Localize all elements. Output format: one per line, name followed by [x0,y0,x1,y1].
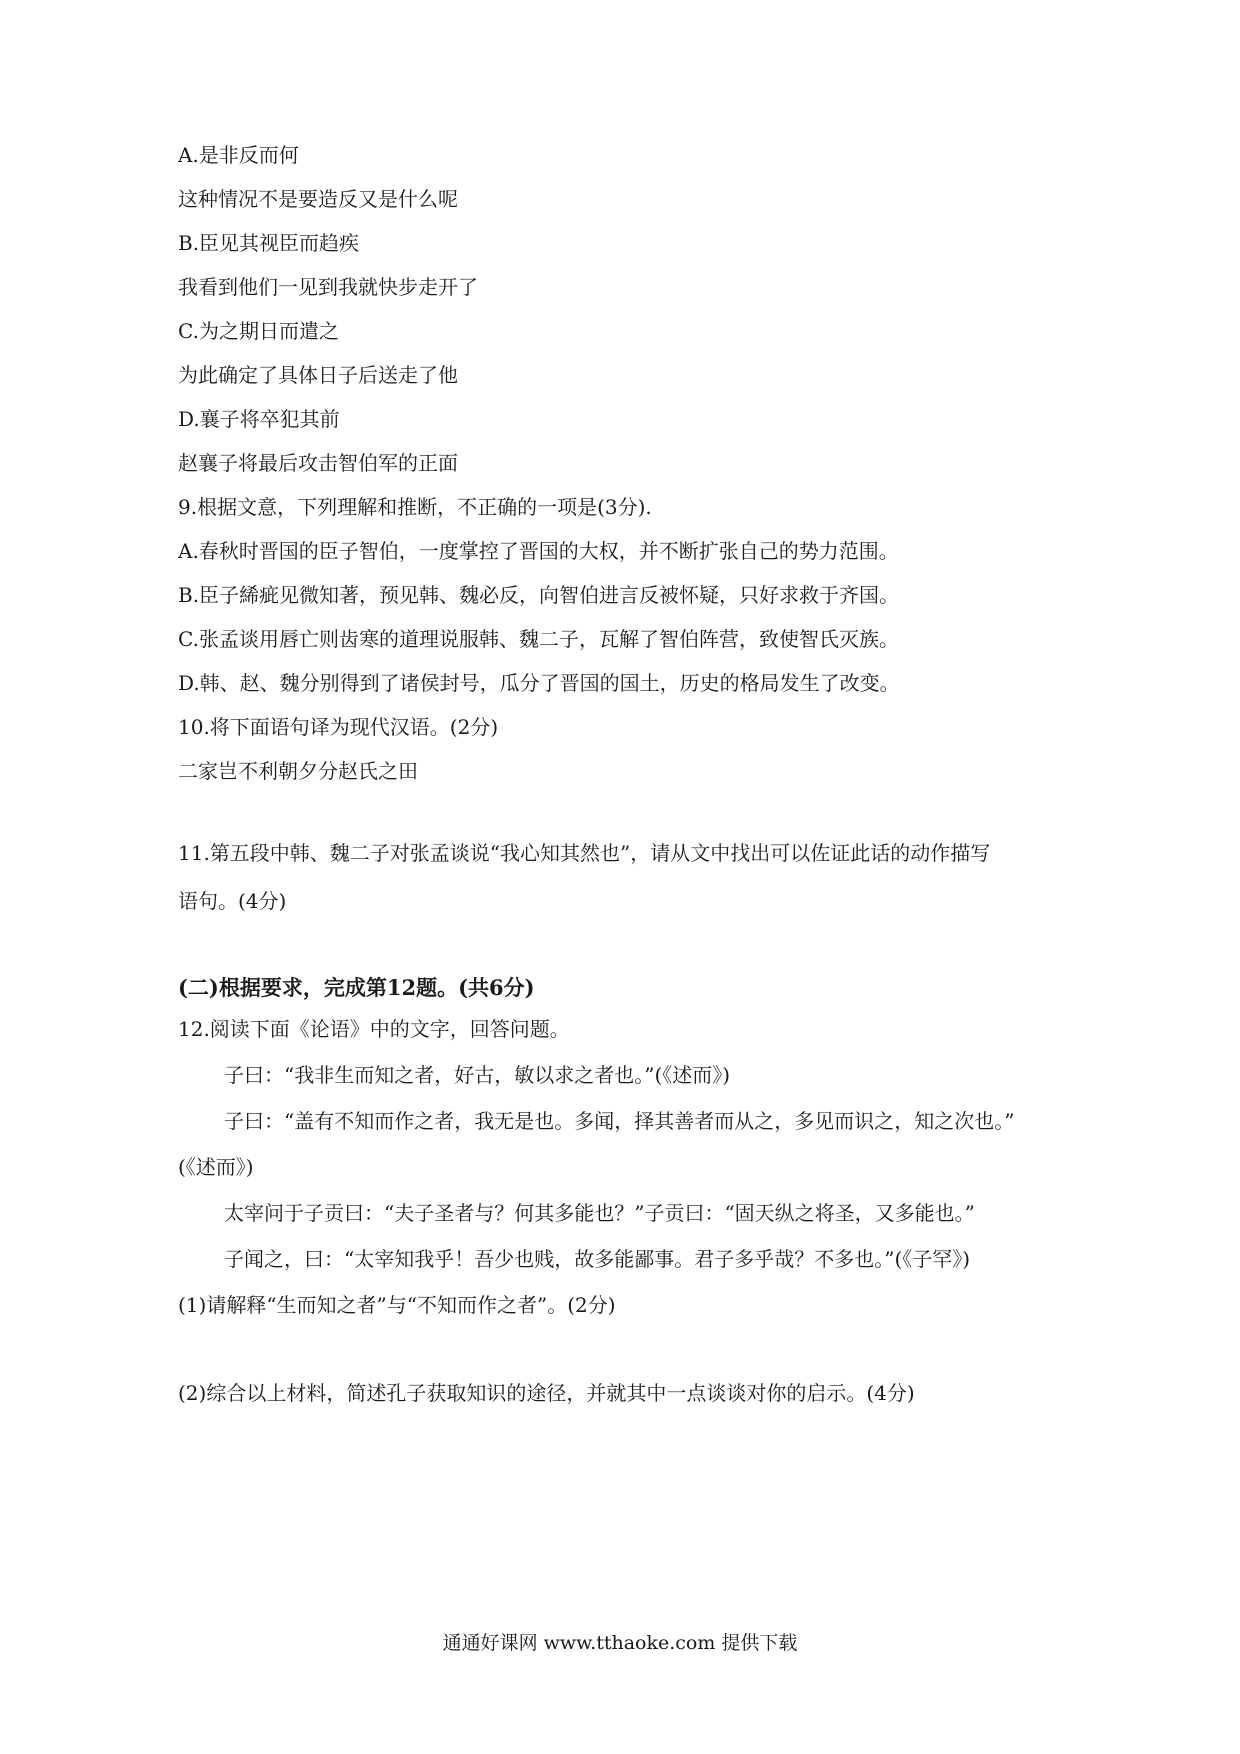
q11-line-2: 语句。(4分) [178,889,287,913]
q9-option-a: A.春秋时晋国的臣子智伯，一度掌控了晋国的大权，并不断扩张自己的势力范围。 [178,539,899,563]
q8-option-a-label: A.是非反而何 [178,143,299,167]
q9-option-c: C.张孟谈用唇亡则齿寒的道理说服韩、魏二子，瓦解了智伯阵营，致使智氏灭族。 [178,627,899,651]
q8-option-b-label: B.臣见其视臣而趋疾 [178,231,360,255]
passage-line-4: 太宰问于子贡曰：“夫子圣者与？何其多能也？”子贡曰：“固天纵之将圣，又多能也。” [224,1201,975,1225]
q9-option-d: D.韩、赵、魏分别得到了诸侯封号，瓜分了晋国的国土，历史的格局发生了改变。 [178,671,900,695]
q12-sub-1: (1)请解释“生而知之者”与“不知而作之者”。(2分) [178,1293,616,1317]
q10-sentence: 二家岂不利朝夕分赵氏之田 [178,759,418,783]
q8-option-d-translation: 赵襄子将最后攻击智伯军的正面 [178,451,458,475]
q8-option-c-translation: 为此确定了具体日子后送走了他 [178,363,458,387]
section-2-heading: (二)根据要求，完成第12题。(共6分) [178,975,535,1000]
q8-option-a-translation: 这种情况不是要造反又是什么呢 [178,187,458,211]
q8-option-c-label: C.为之期日而遣之 [178,319,339,343]
passage-line-5: 子闻之，曰：“太宰知我乎！吾少也贱，故多能鄙事。君子多乎哉？不多也。”(《子罕》) [224,1247,971,1271]
q12-sub-2: (2)综合以上材料，简述孔子获取知识的途径，并就其中一点谈谈对你的启示。(4分) [178,1381,915,1405]
q12-stem: 12.阅读下面《论语》中的文字，回答问题。 [178,1017,570,1041]
q9-stem: 9.根据文意，下列理解和推断，不正确的一项是(3分). [178,495,652,519]
q8-option-d-label: D.襄子将卒犯其前 [178,407,340,431]
footer-source: 通通好课网 www.tthaoke.com 提供下载 [442,1632,798,1654]
q9-option-b: B.臣子絺疵见微知著，预见韩、魏必反，向智伯进言反被怀疑，只好求救于齐国。 [178,583,900,607]
q10-stem: 10.将下面语句译为现代汉语。(2分) [178,715,499,739]
passage-line-2: 子曰：“盖有不知而作之者，我无是也。多闻，择其善者而从之，多见而识之，知之次也。” [224,1109,1015,1133]
q8-option-b-translation: 我看到他们一见到我就快步走开了 [178,275,478,299]
q11-line-1: 11.第五段中韩、魏二子对张孟谈说“我心知其然也”，请从文中找出可以佐证此话的动作描写 [178,841,991,865]
passage-line-3: (《述而》) [178,1155,254,1179]
passage-line-1: 子曰：“我非生而知之者，好古，敏以求之者也。”(《述而》) [224,1063,731,1087]
